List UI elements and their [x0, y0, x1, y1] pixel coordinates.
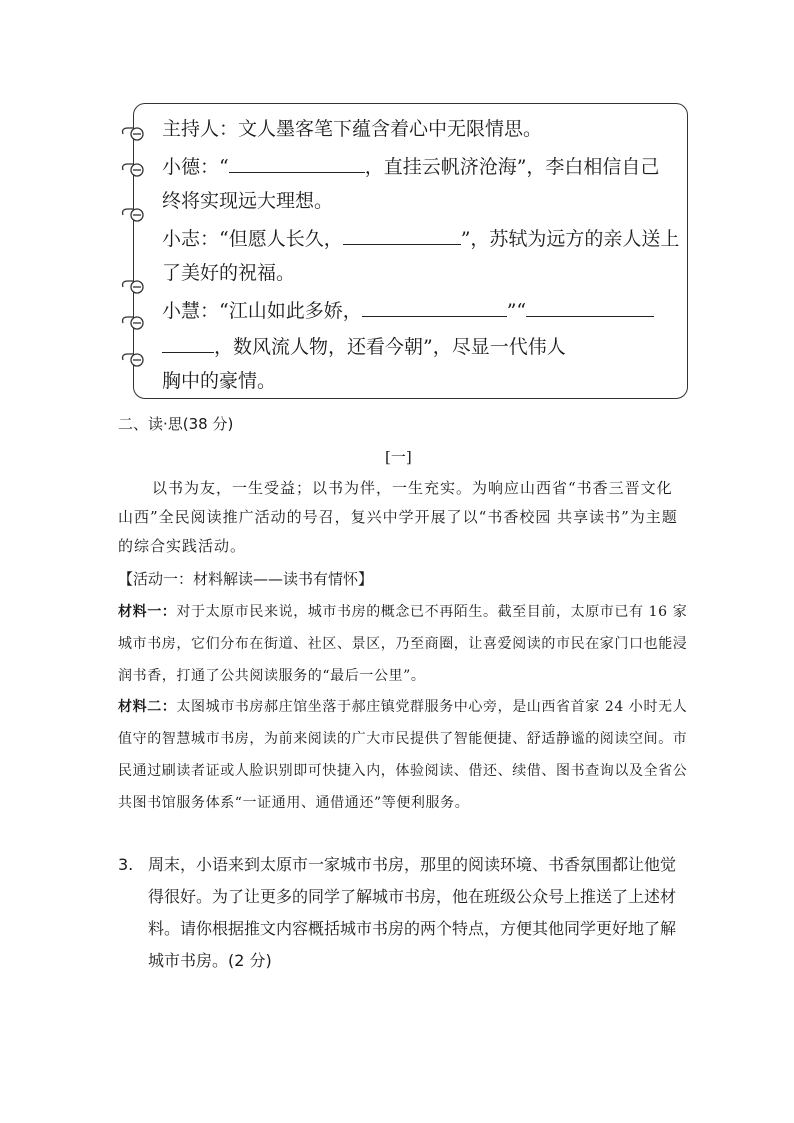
xiaode-suffix: ，直挂云帆济沧海”，李白相信自己 — [364, 156, 660, 178]
notebook-ring-icon — [120, 315, 150, 331]
fill-blank-4[interactable] — [526, 297, 654, 317]
material-one — [118, 596, 688, 692]
xiaozhi-prefix: 小志：“但愿人长久， — [162, 228, 343, 250]
fill-blank-3[interactable] — [362, 297, 507, 317]
xiaode-prefix: 小德：“ — [162, 156, 229, 178]
xiaohui-line — [162, 297, 654, 323]
notebook-ring-icon — [120, 126, 150, 142]
xiaozhi-suffix: ”，苏轼为远方的亲人送上 — [460, 228, 680, 250]
fill-blank-1[interactable] — [229, 153, 365, 173]
notebook-ring-icon — [120, 279, 150, 295]
activity-heading: 【活动一：材料解读——读书有情怀】 — [118, 570, 374, 588]
xiaode-line — [162, 153, 659, 179]
notebook-ring-icon — [120, 207, 150, 223]
xiaohui-quote: ”“ — [506, 300, 527, 322]
xiaohui-suffix: ，数风流人物，还看今朝”，尽显一代伟人 — [214, 336, 566, 358]
xiaohui-line-3: 胸中的豪情。 — [162, 370, 277, 392]
question-number: 3. — [118, 855, 134, 874]
notebook-ring-icon — [120, 352, 150, 368]
question-text: 周末，小语来到太原市一家城市书房，那里的阅读环境、书香氛围都让他觉得很好。为了让更多的同学了解城市书房，他在班级公众号上推送了上述材料。请你根据推文内容概括城市书房的两个特点，方便其他同学更好地了解城市书房。(2 分) — [148, 855, 677, 970]
material-one-text: 对于太原市民来说，城市书房的概念已不再陌生。截至目前，太原市已有 16 家城市书房，它们分布在街道、社区、景区，乃至商圈，让喜爱阅读的市民在家门口也能浸润书香，打通了公共阅读服务的“最后一公里”。 — [118, 604, 688, 684]
notebook-ring-icon — [120, 162, 150, 178]
material-two-label: 材料二： — [118, 699, 177, 715]
xiaohui-line-2 — [162, 333, 566, 359]
dialogue-notebook — [133, 103, 688, 399]
fill-blank-4-cont[interactable] — [162, 333, 214, 353]
section-title: 二、读·思(38 分) — [118, 415, 234, 433]
question-3 — [118, 849, 688, 977]
material-two — [118, 691, 688, 819]
xiaozhi-line-2: 了美好的祝福。 — [162, 262, 296, 284]
part-title: [一] — [385, 448, 412, 466]
xiaohui-prefix: 小慧：“江山如此多娇， — [162, 300, 362, 322]
fill-blank-2[interactable] — [343, 225, 461, 245]
host-line: 主持人：文人墨客笔下蕴含着心中无限情思。 — [162, 118, 543, 140]
xiaode-line-2: 终将实现远大理想。 — [162, 190, 334, 212]
material-two-text: 太图城市书房郝庄馆坐落于郝庄镇党群服务中心旁，是山西省首家 24 小时无人值守的智慧城市书房，为前来阅读的广大市民提供了智能便捷、舒适静谧的阅读空间。市民通过刷读者证或人脸识别即可快捷入内，体验阅读、借还、续借、图书查询以及全省公共图书馆服务体系“一证通用、通借通还”等便利服务。 — [118, 699, 688, 811]
material-one-label: 材料一： — [118, 604, 177, 620]
xiaozhi-line — [162, 225, 679, 251]
intro-paragraph: 以书为友，一生受益；以书为伴，一生充实。为响应山西省“书香三晋文化山西”全民阅读推广活动的号召，复兴中学开展了以“书香校园 共享读书”为主题的综合实践活动。 — [118, 479, 678, 555]
